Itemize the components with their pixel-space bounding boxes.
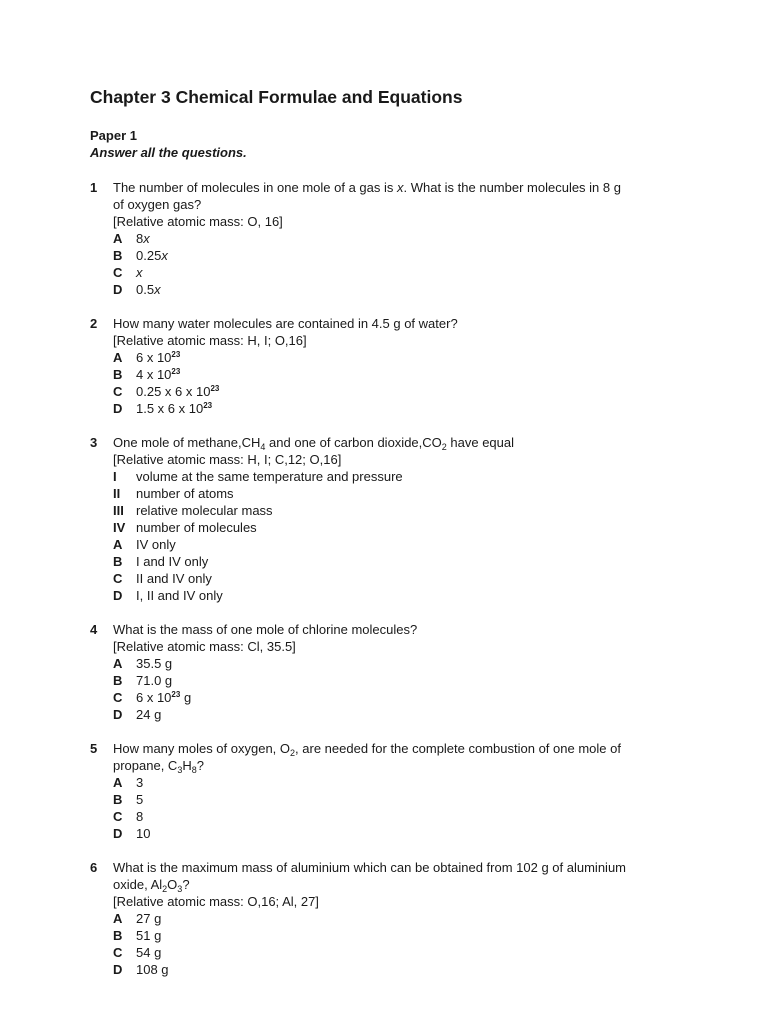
- option-b: B I and IV only: [113, 554, 209, 569]
- option-a: A 3: [113, 775, 144, 790]
- question-number: 1: [90, 180, 98, 195]
- option-a: A 27 g: [113, 911, 162, 926]
- option-b: B 71.0 g: [113, 673, 173, 688]
- question-2: [90, 315, 690, 417]
- relative-atomic-mass: [Relative atomic mass: H, I; C,12; O,16]: [113, 452, 342, 467]
- option-c: C 6 x $10^{23}$ g: [113, 690, 192, 705]
- relative-atomic-mass: [Relative atomic mass: O, 16]: [113, 214, 283, 229]
- option-d: D 10: [113, 826, 151, 841]
- option-b: B 0.25x: [113, 248, 168, 263]
- question-number: 2: [90, 316, 98, 331]
- question-stem: What is the mass of one mole of chlorine molecules?: [113, 622, 418, 637]
- question-3: [90, 434, 690, 604]
- option-a: A 35.5 g: [113, 656, 173, 671]
- relative-atomic-mass: [Relative atomic mass: Cl, 35.5]: [113, 639, 296, 654]
- option-b: B 5: [113, 792, 144, 807]
- question-number: 4: [90, 622, 98, 637]
- question-number: 5: [90, 741, 98, 756]
- statement-i: I volume at the same temperature and pressure: [113, 469, 403, 484]
- page-title: Chapter 3 Chemical Formulae and Equations: [90, 87, 463, 107]
- paper-label: Paper 1: [90, 128, 137, 143]
- question-5: [90, 740, 690, 842]
- option-c: C II and IV only: [113, 571, 212, 586]
- option-a: A 6 x $10^{23}$: [113, 350, 181, 365]
- option-b: B 51 g: [113, 928, 162, 943]
- question-stem: One mole of $methane,CH_4$ and one of carbon $dioxide,CO_2$ have equal: [113, 435, 515, 452]
- option-a: A 8x: [113, 231, 150, 246]
- option-a: A IV only: [113, 537, 176, 552]
- question-stem: The number of molecules in one mole of a gas is x. What is the number molecules in 8 g: [113, 180, 621, 195]
- document-page: [90, 86, 690, 978]
- option-d: D I, II and IV only: [113, 588, 223, 603]
- statement-ii: II number of atoms: [113, 486, 234, 501]
- option-c: C x: [113, 265, 143, 280]
- question-6: [90, 859, 690, 978]
- statement-iii: III relative molecular mass: [113, 503, 273, 518]
- option-b: B 4 x $10^{23}$: [113, 367, 181, 382]
- question-number: 6: [90, 860, 98, 875]
- option-d: D 0.5x: [113, 282, 161, 297]
- question-1: [90, 179, 690, 298]
- relative-atomic-mass: [Relative atomic mass: O,16; Al, 27]: [113, 894, 319, 909]
- option-c: C 8: [113, 809, 144, 824]
- option-d: D 1.5 x 6 x $10^{23}$: [113, 401, 213, 416]
- question-stem: How many moles of oxygen, $O_2$, are needed for the complete combustion of one mole of: [113, 741, 621, 758]
- question-stem-cont: of oxygen gas?: [113, 197, 202, 212]
- option-d: D 108 g: [113, 962, 169, 977]
- question-number: 3: [90, 435, 98, 450]
- question-stem: What is the maximum mass of aluminium which can be obtained from 102 g of aluminium: [113, 860, 626, 875]
- statement-iv: IV number of molecules: [113, 520, 257, 535]
- question-stem: How many water molecules are contained in 4.5 g of water?: [113, 316, 458, 331]
- question-stem-cont: propane, $C_3H_8$?: [113, 758, 204, 775]
- relative-atomic-mass: [Relative atomic mass: H, I; O,16]: [113, 333, 307, 348]
- instruction-text: Answer all the questions.: [90, 145, 247, 160]
- option-c: C 0.25 x 6 x $10^{23}$: [113, 384, 220, 399]
- question-4: [90, 621, 690, 723]
- question-stem-cont: oxide, $Al_2O_3$?: [113, 877, 190, 894]
- option-d: D 24 g: [113, 707, 162, 722]
- option-c: C 54 g: [113, 945, 162, 960]
